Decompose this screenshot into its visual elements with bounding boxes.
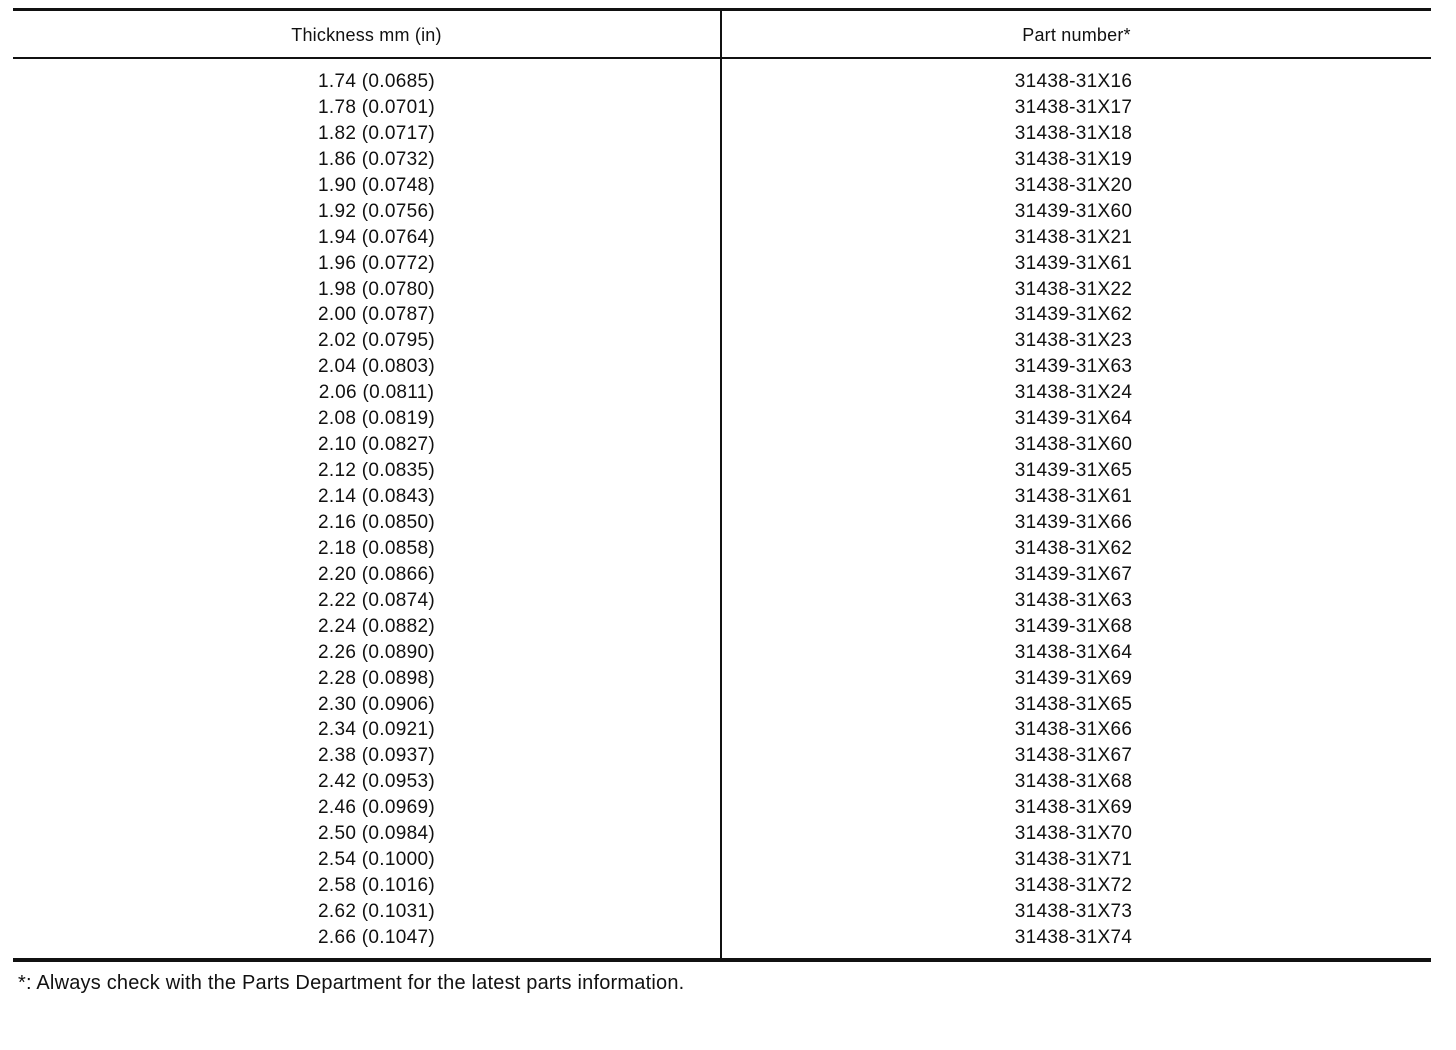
part-number-cell: 31439-31X64 xyxy=(1014,408,1133,430)
part-number-cell: 31438-31X72 xyxy=(1014,875,1133,897)
part-number-cell: 31438-31X60 xyxy=(1014,434,1133,456)
part-number-cell: 31438-31X67 xyxy=(1014,745,1133,767)
thickness-cell: 2.00 (0.0787) xyxy=(318,304,435,326)
thickness-cell: 1.98 (0.0780) xyxy=(318,278,435,300)
thickness-cell: 1.78 (0.0701) xyxy=(318,96,435,118)
thickness-cell: 2.08 (0.0819) xyxy=(318,408,435,430)
footnote: *: Always check with the Parts Department for the latest parts information. xyxy=(18,972,685,994)
part-number-cell: 31438-31X69 xyxy=(1014,797,1133,819)
part-number-cell: 31439-31X60 xyxy=(1014,200,1133,222)
thickness-cell: 1.74 (0.0685) xyxy=(318,71,435,92)
header-cell-thickness xyxy=(13,11,722,57)
part-number-cell: 31438-31X16 xyxy=(1014,71,1133,92)
thickness-cell: 2.24 (0.0882) xyxy=(318,615,435,637)
part-number-cell: 31438-31X20 xyxy=(1014,174,1133,196)
shim-table xyxy=(13,8,1431,962)
part-number-column xyxy=(722,59,1431,958)
part-number-cell: 31438-31X70 xyxy=(1014,823,1133,845)
part-number-cell: 31439-31X66 xyxy=(1014,511,1133,533)
thickness-cell: 2.14 (0.0843) xyxy=(318,486,435,507)
part-number-cell: 31439-31X68 xyxy=(1014,615,1133,637)
thickness-cell: 2.02 (0.0795) xyxy=(318,330,435,352)
part-number-cell: 31438-31X64 xyxy=(1014,641,1133,663)
part-number-cell: 31438-31X18 xyxy=(1014,122,1133,144)
thickness-cell: 2.50 (0.0984) xyxy=(318,823,435,845)
thickness-cell: 2.66 (0.1047) xyxy=(318,926,435,948)
thickness-cell: 2.20 (0.0866) xyxy=(318,563,435,585)
thickness-cell: 2.54 (0.1000) xyxy=(318,849,435,871)
part-number-cell: 31438-31X62 xyxy=(1014,537,1133,559)
part-number-cell: 31438-31X22 xyxy=(1014,278,1133,300)
part-number-cell: 31439-31X61 xyxy=(1014,252,1133,274)
thickness-cell: 2.18 (0.0858) xyxy=(318,537,435,559)
thickness-header-label: Thickness mm (in) xyxy=(291,25,442,45)
thickness-cell: 1.96 (0.0772) xyxy=(318,252,435,274)
thickness-cell: 2.42 (0.0953) xyxy=(318,771,435,793)
thickness-cell: 2.28 (0.0898) xyxy=(318,667,435,689)
part-number-cell: 31439-31X67 xyxy=(1014,563,1133,585)
thickness-cell: 2.16 (0.0850) xyxy=(318,511,435,533)
thickness-cell: 1.86 (0.0732) xyxy=(318,148,435,170)
part-number-cell: 31438-31X21 xyxy=(1014,226,1133,248)
thickness-cell: 2.04 (0.0803) xyxy=(318,356,435,378)
thickness-cell: 2.46 (0.0969) xyxy=(318,797,435,819)
part-number-cell: 31438-31X68 xyxy=(1014,771,1133,793)
table-bottom-rule xyxy=(13,958,1431,962)
part-number-cell: 31438-31X66 xyxy=(1014,719,1133,741)
thickness-cell: 1.92 (0.0756) xyxy=(318,200,435,222)
thickness-cell: 2.06 (0.0811) xyxy=(318,382,435,404)
part-number-cell: 31439-31X62 xyxy=(1014,304,1133,326)
part-number-cell: 31438-31X23 xyxy=(1014,330,1133,352)
table-body xyxy=(13,59,1431,958)
part-number-cell: 31438-31X73 xyxy=(1014,901,1133,922)
thickness-cell: 2.38 (0.0937) xyxy=(318,745,435,767)
thickness-cell: 2.62 (0.1031) xyxy=(318,901,435,922)
thickness-cell: 2.58 (0.1016) xyxy=(318,875,435,897)
part-number-cell: 31438-31X61 xyxy=(1014,486,1133,507)
thickness-cell: 2.10 (0.0827) xyxy=(318,434,435,456)
part-number-cell: 31438-31X65 xyxy=(1014,693,1133,715)
part-number-cell: 31438-31X19 xyxy=(1014,148,1133,170)
header-cell-part-number xyxy=(722,11,1431,57)
thickness-cell: 1.90 (0.0748) xyxy=(318,174,435,196)
part-number-header-label: Part number* xyxy=(1022,25,1131,45)
part-number-cell: 31438-31X24 xyxy=(1014,382,1133,404)
part-number-cell: 31438-31X17 xyxy=(1014,96,1133,118)
part-number-cell: 31438-31X71 xyxy=(1014,849,1133,871)
part-number-cell: 31439-31X69 xyxy=(1014,667,1133,689)
thickness-cell: 1.82 (0.0717) xyxy=(318,122,435,144)
thickness-cell: 2.34 (0.0921) xyxy=(318,719,435,741)
table-header-row xyxy=(13,11,1431,59)
thickness-column xyxy=(13,59,722,958)
thickness-cell: 2.26 (0.0890) xyxy=(318,641,435,663)
thickness-cell: 2.22 (0.0874) xyxy=(318,589,435,611)
part-number-cell: 31438-31X63 xyxy=(1014,589,1133,611)
part-number-cell: 31439-31X63 xyxy=(1014,356,1133,378)
thickness-cell: 1.94 (0.0764) xyxy=(318,226,435,248)
thickness-cell: 2.12 (0.0835) xyxy=(318,460,435,482)
part-number-cell: 31439-31X65 xyxy=(1014,460,1133,482)
part-number-cell: 31438-31X74 xyxy=(1014,926,1133,948)
thickness-cell: 2.30 (0.0906) xyxy=(318,693,435,715)
